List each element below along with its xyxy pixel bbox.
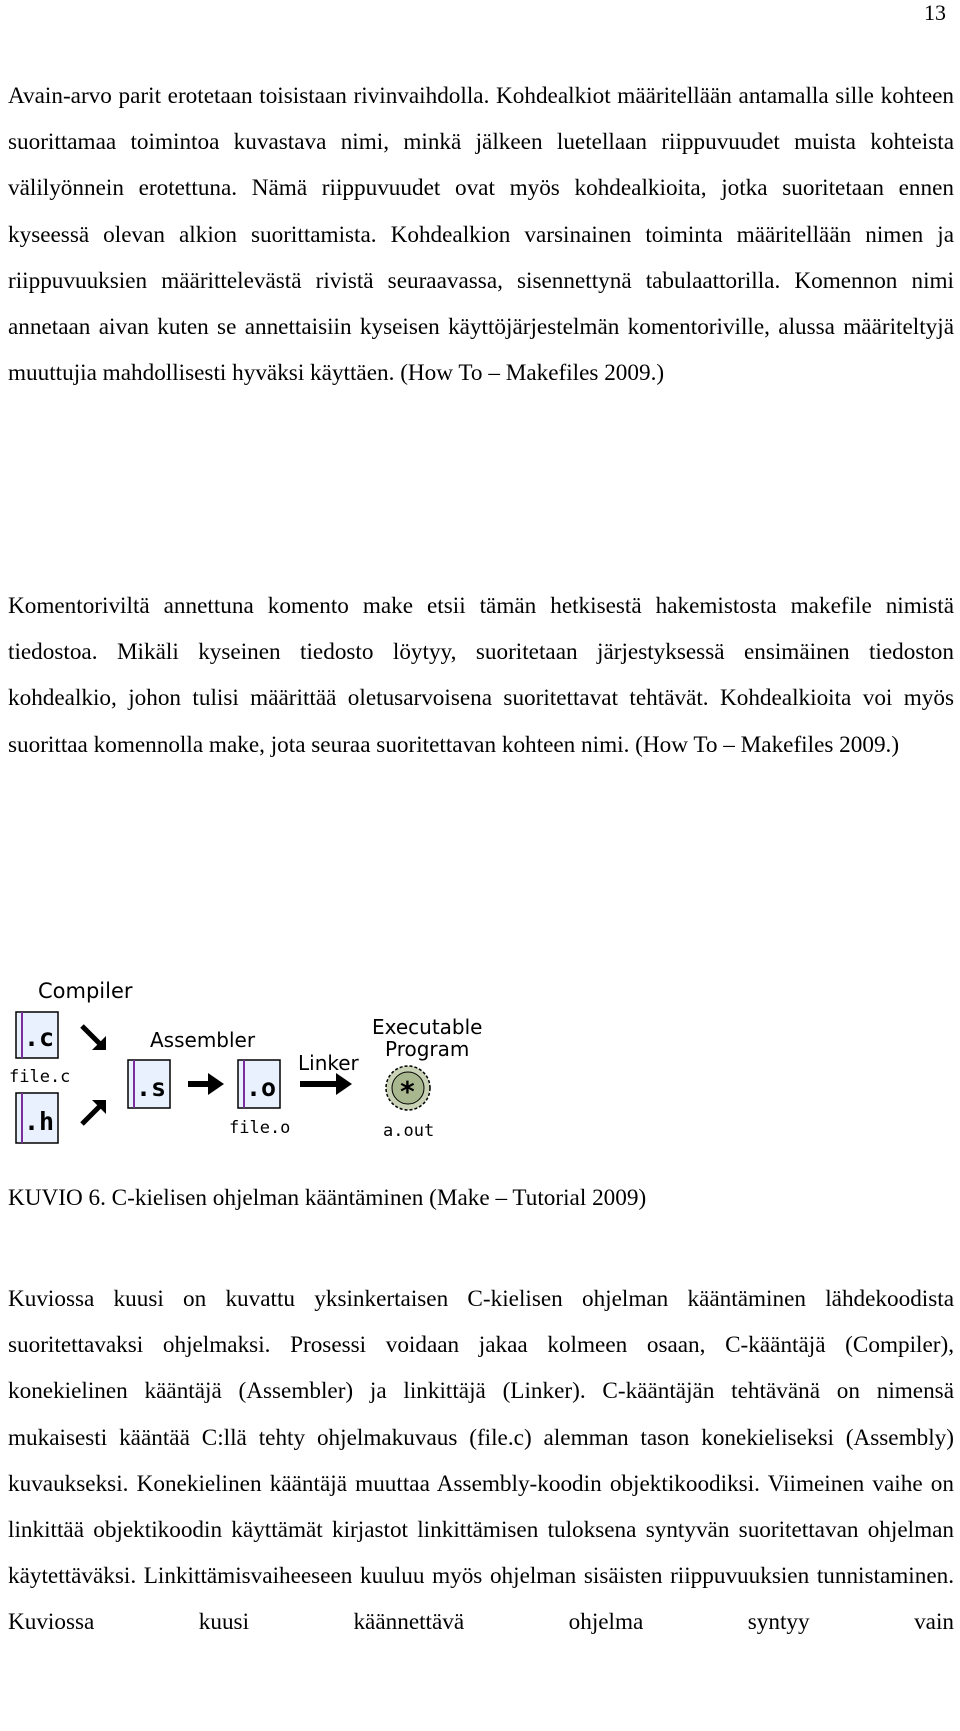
page-number: 13 bbox=[924, 0, 946, 25]
file-o-icon bbox=[238, 1060, 280, 1108]
paragraph-1: Avain-arvo parit erotetaan toisistaan rivinvaihdolla. Kohdealkiot määritellään antamalla sille kohteen suorittamaa toimintoa kuvastava nimi, minkä jälkeen luetellaan riippuvuudet muista kohteista välilyönnein erotettuna. Nämä riippuvuudet ovat myös kohdealkioita, jotka suoritetaan ennen kyseessä olevan alkion suorittamista. Kohdealkion varsinainen toiminta määritellään nimen ja riippuvuuksien määrittelevästä rivistä seuraavassa, sisennettynä tabulaattorilla. Komennon nimi annetaan aivan kuten se annettaisiin kyseisen käyttöjärjestelmän komentoriville, alussa määriteltyjä muuttujia mahdollisesti hyväksi käyttäen. (How To – Makefiles 2009.) bbox=[8, 83, 954, 387]
arrow-right-icon-2 bbox=[300, 1073, 352, 1095]
executable-gear-icon bbox=[386, 1066, 430, 1110]
arrow-right-icon bbox=[188, 1073, 224, 1095]
file-c-icon-text: .c bbox=[24, 1023, 55, 1052]
aout-label: a.out bbox=[383, 1121, 435, 1141]
assembler-label: Assembler bbox=[150, 1028, 256, 1052]
file-h-icon-text: .h bbox=[24, 1107, 55, 1136]
arrow-up-right-icon bbox=[82, 1100, 106, 1124]
file-s-icon bbox=[128, 1060, 170, 1108]
file-o-icon-text: .o bbox=[246, 1073, 277, 1102]
executable-gear-glyph: * bbox=[399, 1075, 416, 1108]
linker-label: Linker bbox=[298, 1051, 359, 1075]
executable-label-line2: Program bbox=[385, 1037, 470, 1061]
compiler-label: Compiler bbox=[38, 979, 133, 1003]
arrow-down-right-icon bbox=[82, 1026, 106, 1050]
compilation-diagram bbox=[0, 960, 560, 1165]
file-o-label: file.o bbox=[229, 1118, 291, 1138]
file-h-icon bbox=[16, 1093, 58, 1143]
file-c-label: file.c bbox=[9, 1067, 71, 1087]
file-s-icon-text: .s bbox=[136, 1073, 167, 1102]
file-c-icon bbox=[16, 1012, 58, 1058]
figure-caption: KUVIO 6. C-kielisen ohjelman kääntäminen (Make – Tutorial 2009) bbox=[8, 1185, 647, 1211]
executable-label-line1: Executable bbox=[372, 1015, 483, 1039]
paragraph-3: Kuviossa kuusi on kuvattu yksinkertaisen C-kielisen ohjelman kääntäminen lähdekoodista suoritettavaksi ohjelmaksi. Prosessi voidaan jakaa kolmeen osaan, C-kääntäjä (Compiler), konekielinen kääntäjä (Assembler) ja linkittäjä (Linker). C-kääntäjän tehtävänä on nimensä mukaisesti kääntää C:llä tehty ohjelmakuvaus (file.c) alemman tason konekieliseksi (Assembly) kuvaukseksi. Konekielinen kääntäjä muuttaa Assembly-koodin objektikoodiksi. Viimeinen vaihe on linkittää objektikoodin käyttämät kirjastot linkittämisen tuloksena syntyvän suoritettavan ohjelman käytettäväksi. Linkittämisvaiheeseen kuuluu myös ohjelman sisäisten riippuvuuksien tunnistaminen. Kuviossa kuusi käännettävä ohjelma syntyy vain bbox=[8, 1286, 954, 1636]
paragraph-2: Komentoriviltä annettuna komento make etsii tämän hetkisestä hakemistosta makefile nimistä tiedostoa. Mikäli kyseinen tiedosto löytyy, suoritetaan järjestyksessä ensimäinen tiedoston kohdealkio, johon tulisi määrittää oletusarvoisena suoritettavat tehtävät. Kohdealkioita voi myös suorittaa komennolla make, jota seuraa suoritettavan kohteen nimi. (How To – Makefiles 2009.) bbox=[8, 593, 954, 758]
